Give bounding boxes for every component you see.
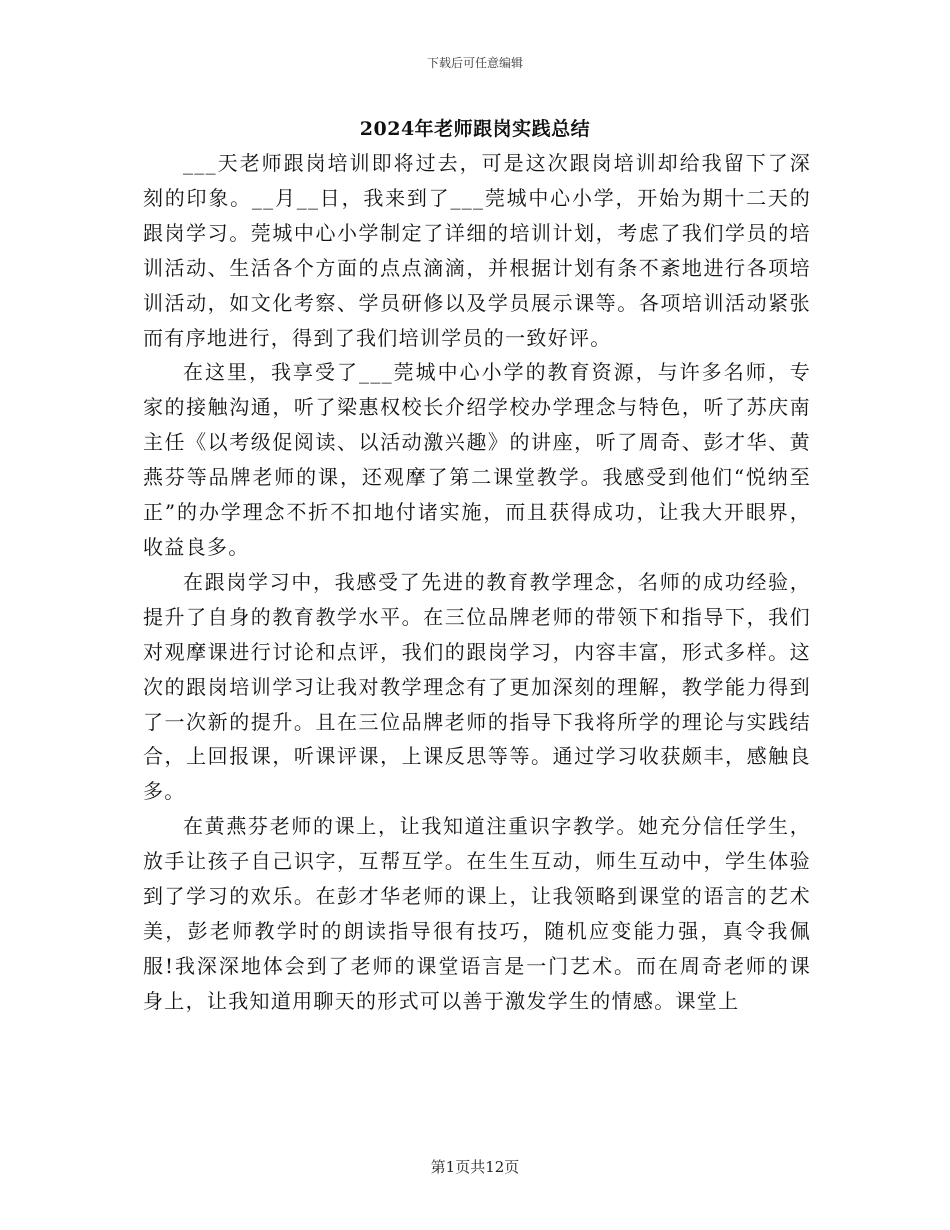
- document-body: [143, 146, 811, 1019]
- paragraph-4: 在黄燕芬老师的课上，让我知道注重识字教学。她充分信任学生，放手让孩子自己识字，互帮互学。在生生互动，师生互动中，学生体验到了学习的欢乐。在彭才华老师的课上，让我领略到课堂的语言的艺术美，彭老师教学时的朗读指导很有技巧，随机应变能力强，真令我佩服!我深深地体会到了老师的课堂语言是一门艺术。而在周奇老师的课身上，让我知道用聊天的形式可以善于激发学生的情感。课堂上: [143, 814, 811, 1013]
- document-title: 2024年老师跟岗实践总结: [359, 118, 591, 140]
- page-number: 第1页共12页: [430, 1158, 520, 1176]
- paragraph-2: 在这里，我享受了___莞城中心小学的教育资源，与许多名师，专家的接触沟通，听了梁惠权校长介绍学校办学理念与特色，听了苏庆南主任《以考级促阅读、以活动激兴趣》的讲座，听了周奇、彭才华、黄燕芬等品牌老师的课，还观摩了第二课堂教学。我感受到他们“悦纳至正”的办学理念不折不扣地付诸实施，而且获得成功，让我大开眼界，收益良多。: [143, 360, 811, 559]
- page-header-note: 下载后可任意编辑: [426, 56, 523, 70]
- paragraph-1: ___天老师跟岗培训即将过去，可是这次跟岗培训却给我留下了深刻的印象。__月__日，我来到了___莞城中心小学，开始为期十二天的跟岗学习。莞城中心小学制定了详细的培训计划，考虑了我们学员的培训活动、生活各个方面的点点滴滴，并根据计划有条不紊地进行各项培训活动，如文化考察、学员研修以及学员展示课等。各项培训活动紧张而有序地进行，得到了我们培训学员的一致好评。: [143, 151, 811, 350]
- paragraph-3: 在跟岗学习中，我感受了先进的教育教学理念，名师的成功经验，提升了自身的教育教学水平。在三位品牌老师的带领下和指导下，我们对观摩课进行讨论和点评，我们的跟岗学习，内容丰富，形式多样。这次的跟岗培训学习让我对教学理念有了更加深刻的理解，教学能力得到了一次新的提升。且在三位品牌老师的指导下我将所学的理论与实践结合，上回报课，听课评课，上课反思等等。通过学习收获颇丰，感触良多。: [143, 569, 811, 804]
